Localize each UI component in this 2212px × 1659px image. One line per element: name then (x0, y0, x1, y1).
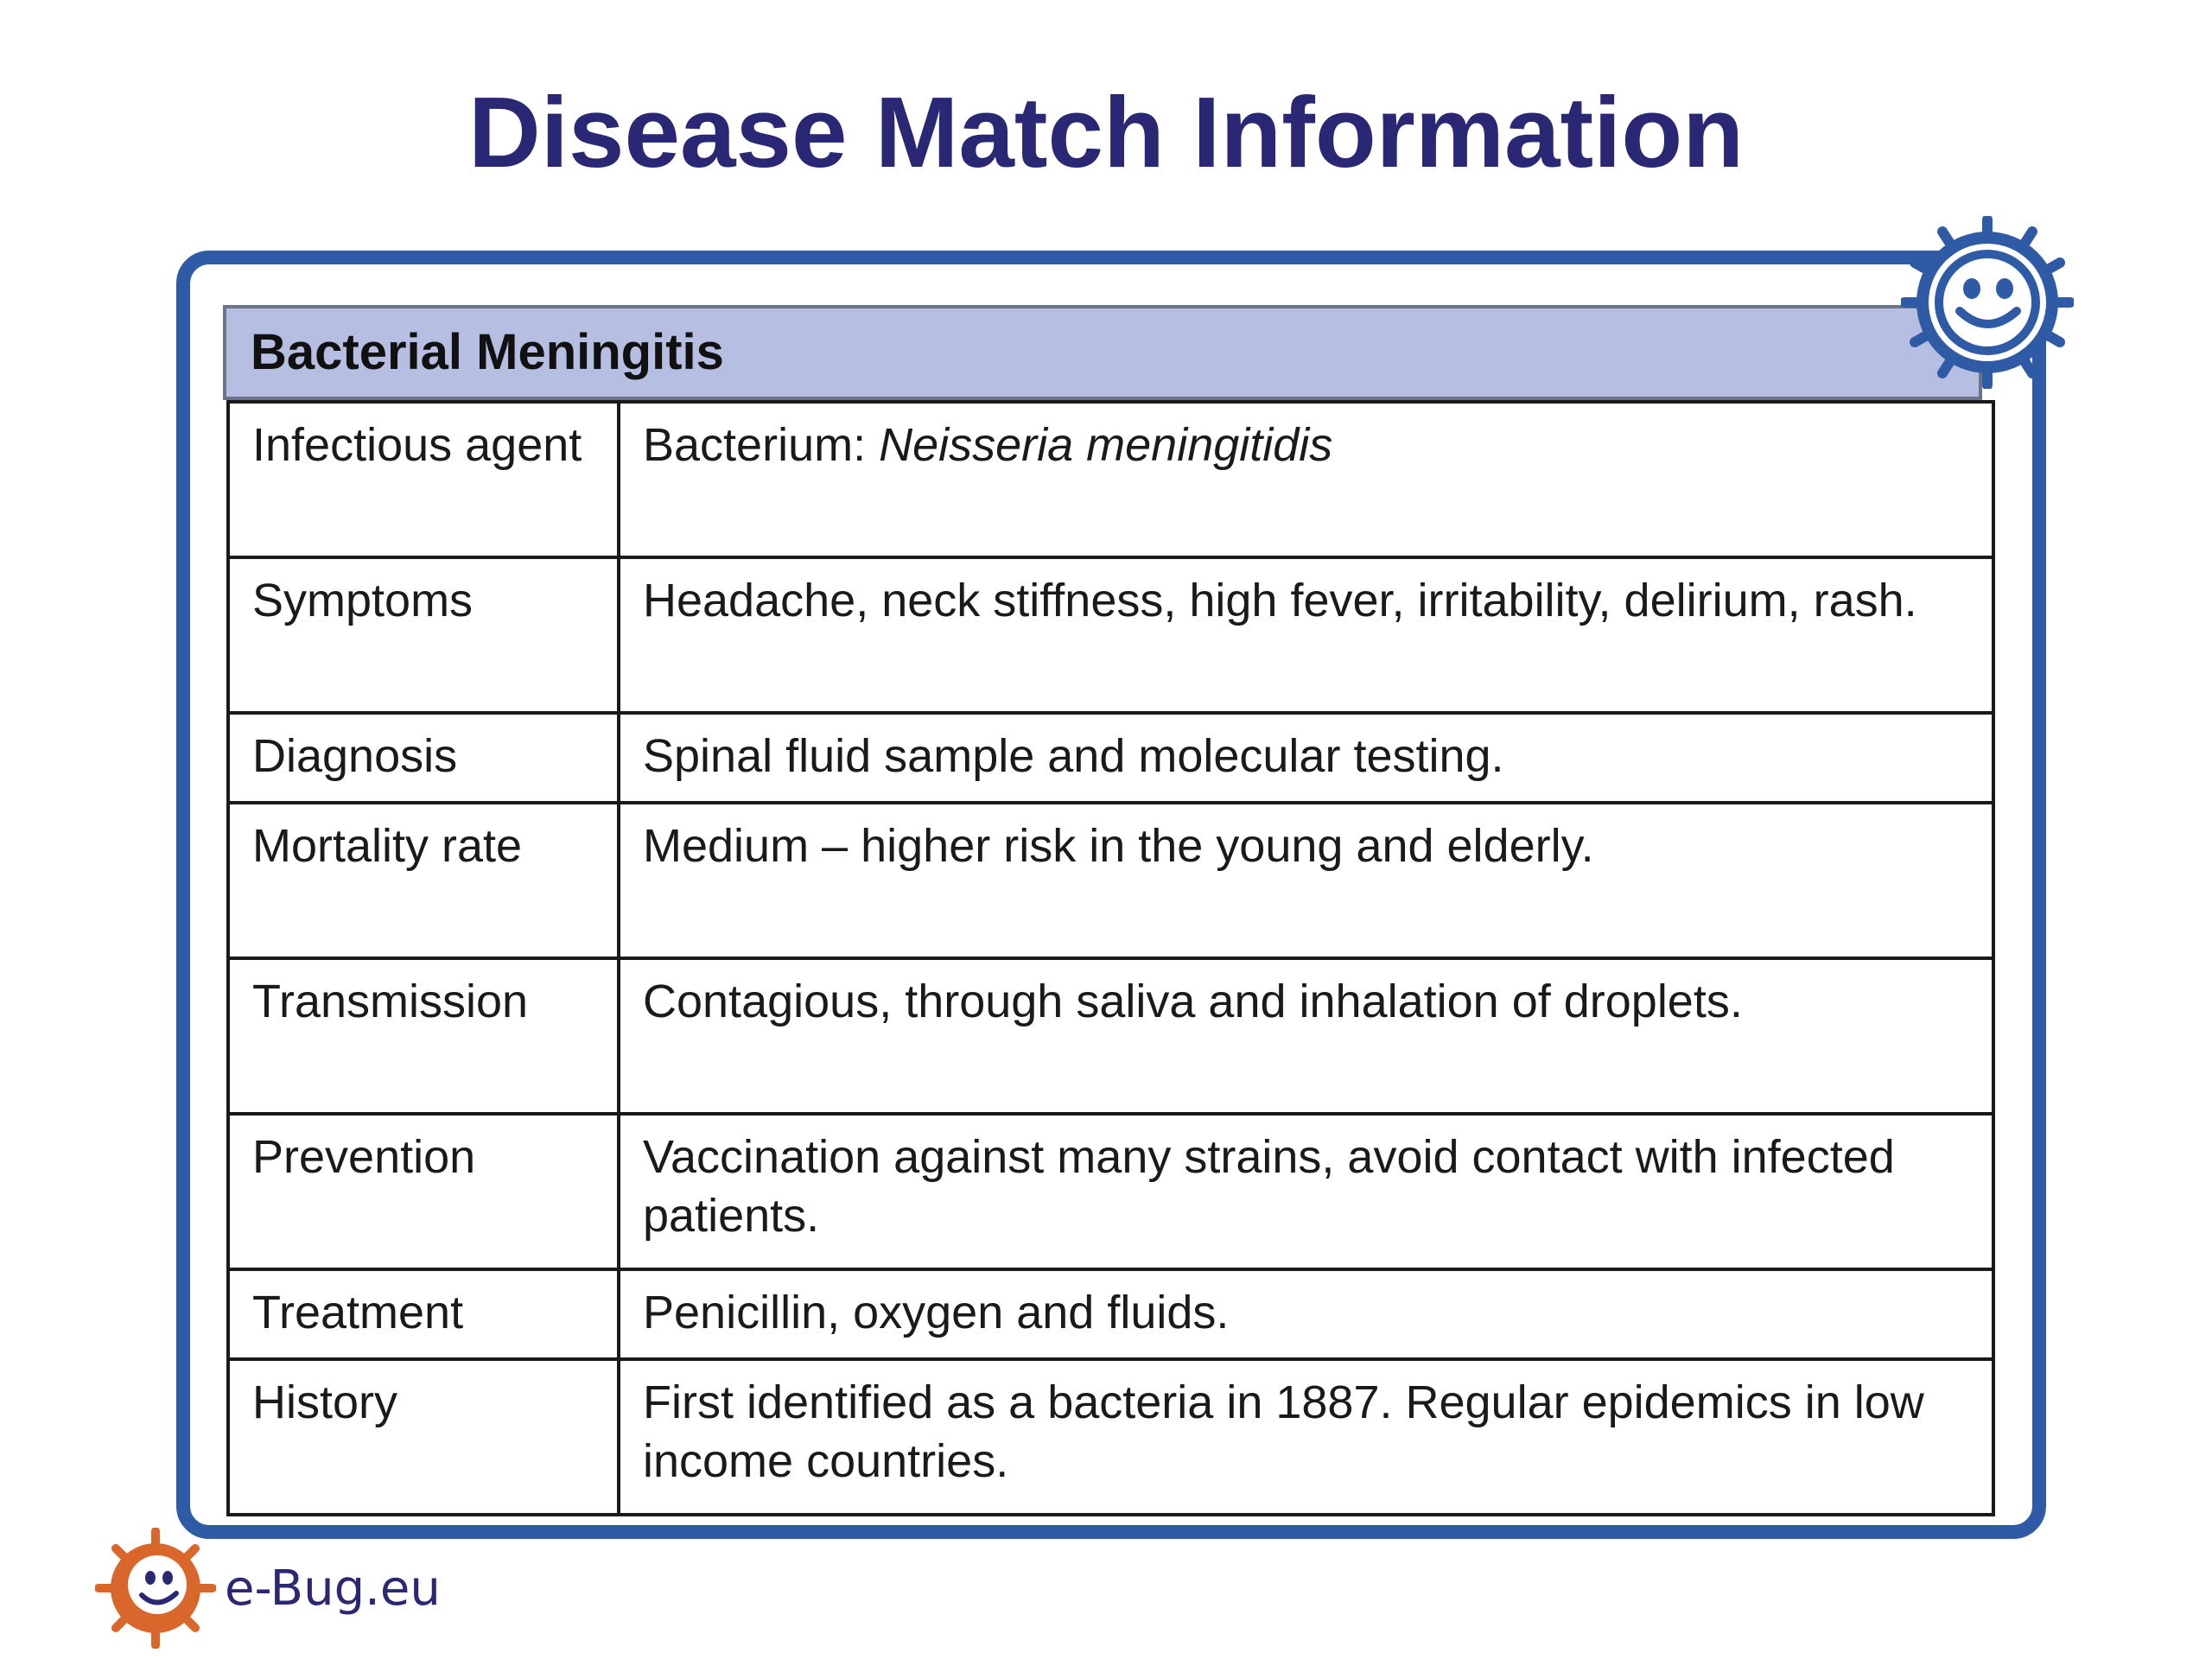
table-row (228, 1359, 1993, 1515)
organism-name: Neisseria meningitidis (879, 419, 1333, 471)
row-value: Medium – higher risk in the young and elderly. (619, 803, 1993, 958)
row-label: Prevention (228, 1114, 619, 1269)
row-label: Symptoms (228, 557, 619, 713)
card-heading: Bacterial Meningitis (223, 305, 1982, 400)
table-row (228, 713, 1993, 803)
table-row (228, 402, 1993, 557)
row-label: History (228, 1359, 619, 1515)
row-value: Headache, neck stiffness, high fever, irritability, delirium, rash. (619, 557, 1993, 713)
disease-info-table (226, 400, 1995, 1516)
row-value: Spinal fluid sample and molecular testing. (619, 713, 1993, 803)
row-label: Diagnosis (228, 713, 619, 803)
row-label: Infectious agent (228, 402, 619, 557)
row-value-prefix: Bacterium: (643, 419, 880, 471)
row-label: Transmission (228, 958, 619, 1114)
row-value: Contagious, through saliva and inhalation of droplets. (619, 958, 1993, 1114)
row-value: Penicillin, oxygen and fluids. (619, 1269, 1993, 1359)
table-row (228, 557, 1993, 713)
row-value (619, 402, 1993, 557)
footer-brand (95, 1528, 544, 1649)
brand-name: e-Bug.eu (225, 1560, 441, 1617)
row-value: Vaccination against many strains, avoid contact with infected patients. (619, 1114, 1993, 1269)
row-label: Treatment (228, 1269, 619, 1359)
bug-mascot-icon (95, 1528, 216, 1649)
table-row (228, 958, 1993, 1114)
row-label: Mortality rate (228, 803, 619, 958)
table-row (228, 1114, 1993, 1269)
page-title: Disease Match Information (467, 76, 1745, 188)
bug-mascot-icon (1901, 216, 2074, 389)
table-row (228, 803, 1993, 958)
table-row (228, 1269, 1993, 1359)
row-value: First identified as a bacteria in 1887. Regular epidemics in low income countries. (619, 1359, 1993, 1515)
